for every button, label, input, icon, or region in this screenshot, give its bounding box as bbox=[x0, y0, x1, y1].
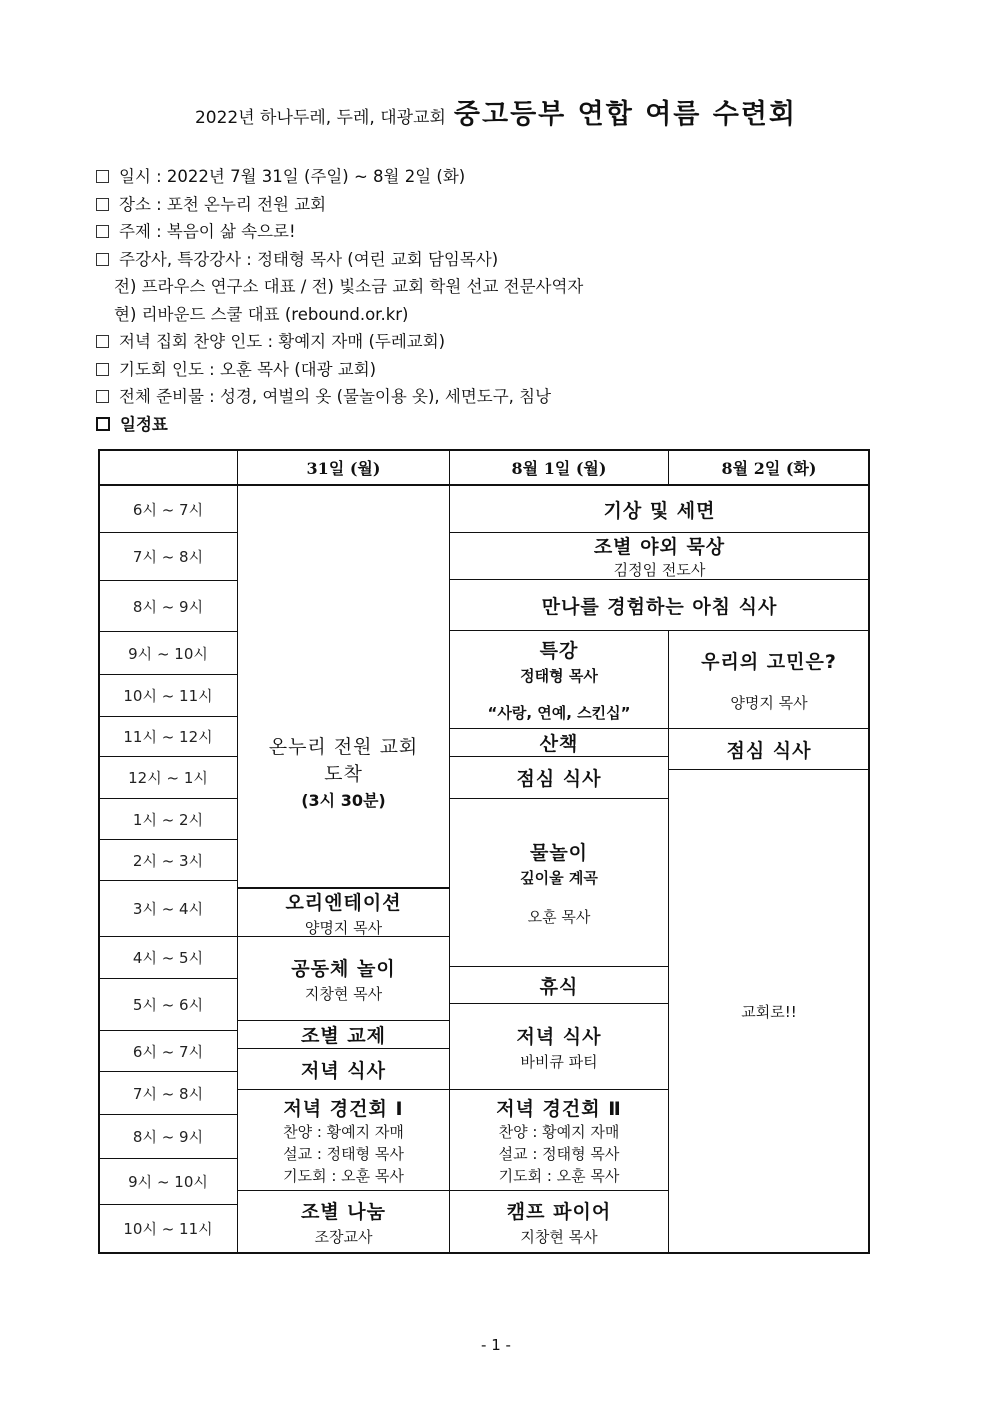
day2-lunch: 점심 식사 bbox=[516, 768, 602, 790]
day1-community: 공동체 놀이 지창현 목사 bbox=[291, 957, 396, 1003]
info-theme: 주제 : 복음이 삶 속으로! bbox=[96, 218, 916, 246]
info-schedule-label: 일정표 bbox=[96, 411, 916, 439]
day2-dinner: 저녁 식사 바비큐 파티 bbox=[516, 1025, 602, 1071]
info-prayer: 기도회 인도 : 오훈 목사 (대광 교회) bbox=[96, 356, 916, 384]
info-supplies: 전체 준비물 : 성경, 여벌의 옷 (물놀이용 옷), 세면도구, 침낭 bbox=[96, 383, 916, 411]
page-number: - 1 - bbox=[481, 1336, 511, 1354]
time-slot: 2시 ~ 3시 bbox=[132, 851, 204, 870]
day1-group-exchange: 조별 교제 bbox=[300, 1025, 387, 1047]
time-slot: 1시 ~ 2시 bbox=[132, 810, 204, 829]
time-slot: 10시 ~ 11시 bbox=[123, 687, 213, 705]
meditation: 조별 야외 묵상 김정임 전도사 bbox=[593, 536, 726, 579]
time-slot: 12시 ~ 1시 bbox=[128, 769, 208, 787]
time-slot: 7시 ~ 8시 bbox=[132, 1084, 204, 1103]
info-speaker: 주강사, 특강강사 : 정태형 목사 (여린 교회 담임목사) bbox=[96, 246, 916, 274]
time-slot: 9시 ~ 10시 bbox=[128, 644, 208, 663]
wake-up: 기상 및 세면 bbox=[603, 499, 716, 522]
day3-question: 우리의 고민은? 양명지 목사 bbox=[701, 650, 837, 712]
day1-arrival: 온누리 전원 교회 도착 (3시 30분) bbox=[268, 736, 419, 810]
info-speaker-past: 전) 프라우스 연구소 대표 / 전) 빛소금 교회 학원 선교 전문사역자 bbox=[114, 277, 584, 296]
day3-lunch: 점심 식사 bbox=[726, 739, 812, 762]
time-slot: 8시 ~ 9시 bbox=[132, 1128, 204, 1146]
time-slot: 4시 ~ 5시 bbox=[132, 949, 204, 967]
info-worship: 저녁 집회 찬양 인도 : 황예지 자매 (두레교회) bbox=[96, 328, 916, 356]
time-slot: 7시 ~ 8시 bbox=[132, 548, 204, 566]
day1-dinner: 저녁 식사 bbox=[300, 1059, 387, 1082]
time-slot: 9시 ~ 10시 bbox=[128, 1173, 208, 1191]
time-slot: 5시 ~ 6시 bbox=[132, 996, 204, 1014]
info-date: 일시 : 2022년 7월 31일 (주일) ~ 8월 2일 (화) bbox=[96, 163, 916, 191]
day3-return: 교회로!! bbox=[741, 1002, 797, 1021]
day1-worship: 저녁 경건회 Ⅰ 찬양 : 황예지 자매 설교 : 정태형 목사 기도회 : 오훈 목사 bbox=[283, 1097, 404, 1185]
time-slot: 6시 ~ 7시 bbox=[132, 500, 204, 519]
info-place: 장소 : 포천 온누리 전원 교회 bbox=[96, 191, 916, 219]
breakfast: 만나를 경험하는 아침 식사 bbox=[541, 595, 778, 618]
time-slot: 11시 ~ 12시 bbox=[123, 728, 213, 746]
day1-sharing: 조별 나눔 조장교사 bbox=[300, 1200, 387, 1246]
day2-lecture: 특강 정태형 목사 “사랑, 연예, 스킨십” bbox=[487, 640, 631, 722]
day2-campfire: 캠프 파이어 지창현 목사 bbox=[506, 1200, 612, 1246]
title-prefix: 2022년 하나두레, 두레, 대광교회 bbox=[194, 108, 446, 128]
info-speaker-now: 현) 리바운드 스쿨 대표 (rebound.or.kr) bbox=[114, 304, 409, 324]
day2-walk: 산책 bbox=[539, 733, 579, 755]
day1-orientation: 오리엔테이션 양명지 목사 bbox=[285, 891, 402, 937]
header-day1: 31일 (월) bbox=[306, 458, 381, 478]
day2-water-play: 물놀이 깊이울 계곡 오훈 목사 bbox=[520, 842, 598, 926]
time-slot: 6시 ~ 7시 bbox=[132, 1042, 204, 1061]
header-day3: 8월 2일 (화) bbox=[721, 458, 817, 478]
time-slot: 10시 ~ 11시 bbox=[123, 1220, 213, 1238]
title-main: 중고등부 연합 여름 수련회 bbox=[453, 99, 798, 130]
header-day2: 8월 1일 (월) bbox=[511, 458, 607, 478]
time-slot: 8시 ~ 9시 bbox=[132, 597, 204, 616]
day2-rest: 휴식 bbox=[539, 975, 579, 998]
time-slot: 3시 ~ 4시 bbox=[132, 900, 204, 918]
day2-worship: 저녁 경건회 Ⅱ 찬양 : 황예지 자매 설교 : 정태형 목사 기도회 : 오훈 목사 bbox=[496, 1097, 622, 1185]
